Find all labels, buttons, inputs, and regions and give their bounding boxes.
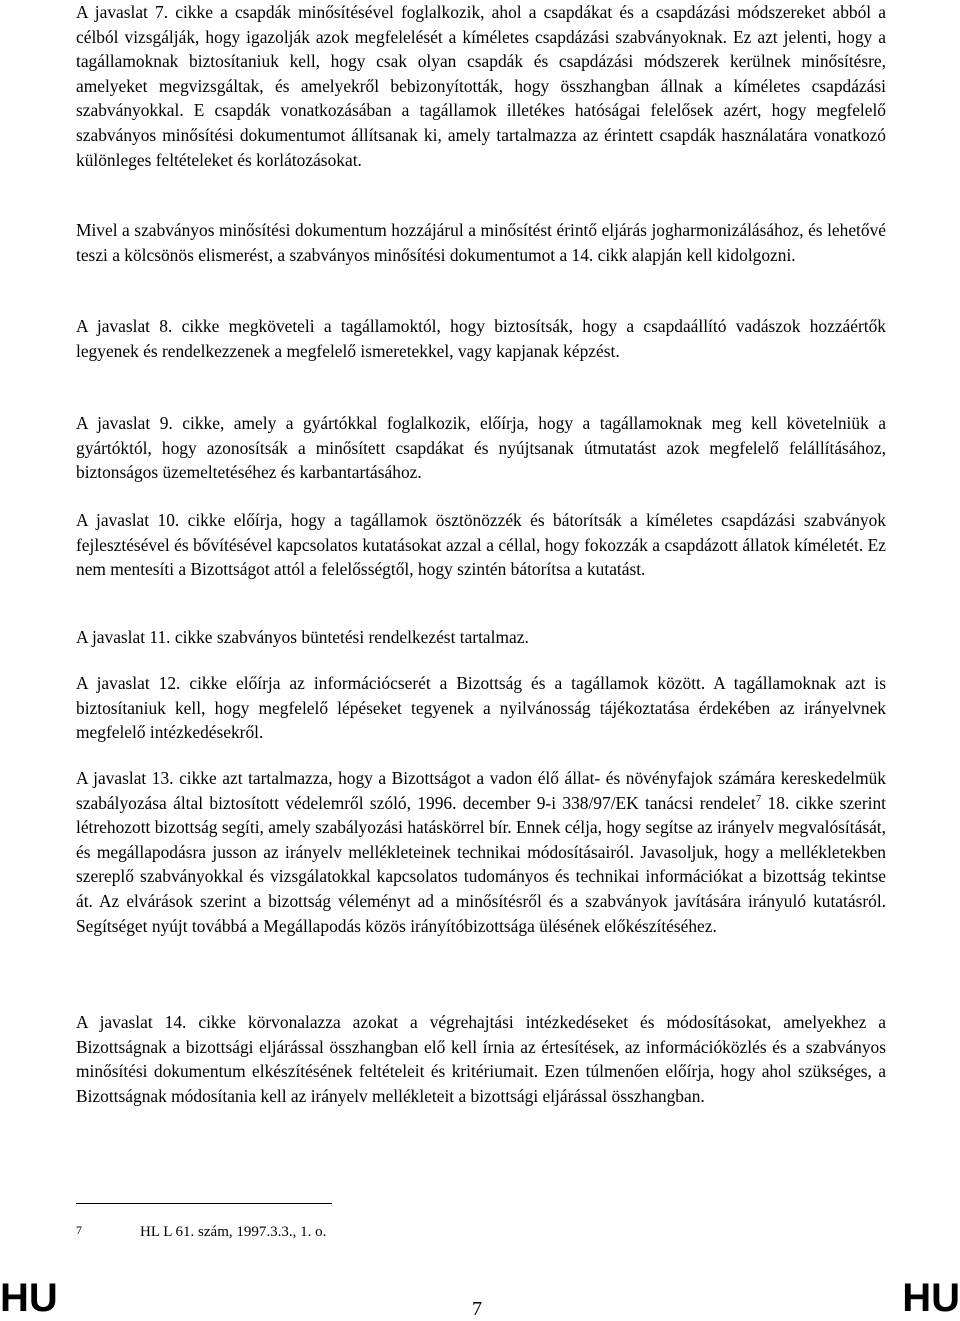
paragraph-article-11: A javaslat 11. cikke szabványos büntetési rendelkezést tartalmaz.	[76, 627, 529, 647]
paragraph-article-13-text-end: 18. cikke szerint létrehozott bizottság segíti, amely szabályozási hatáskörrel bír. Ennek célja, hogy segítse az irányelv megvalósítását, és megállapodásra jusson az irányelv mellékleteinek technikai módosításairól. Javasoljuk, hogy a mellékletekben szereplő szabványokkal és vizsgálatokkal kapcsolatos tudományos és technikai információkat a bizottság tekintse át. Az elvárások szerint a bizottság véleményt ad a minősítésről és a szabványok javítására irányuló kutatásról. Segítséget nyújt továbbá a Megállapodás közös irányítóbizottsága ülésének előkészítéséhez.	[76, 792, 887, 936]
paragraph-article-9: A javaslat 9. cikke, amely a gyártókkal foglalkozik, előírja, hogy a tagállamoknak meg kell követelniük a gyártóktól, hogy azonosítsák a minősített csapdákat és nyújtsanak útmutatást azok megfelelő felállításához, biztonságos üzemeltetéséhez és karbantartásához.	[76, 413, 886, 483]
page-number: 7	[472, 1298, 482, 1320]
footer-language-code-left: HU	[0, 1276, 58, 1320]
paragraph-certification-document: Mivel a szabványos minősítési dokumentum hozzájárul a minősítést érintő eljárás jogharmonizálásához, és lehetővé teszi a kölcsönös elismerést, a szabványos minősítési dokumentumot a 14. cikk alapján kell kidolgozni.	[76, 220, 886, 265]
footnote-number: 7	[76, 1223, 82, 1237]
footnote-separator	[76, 1203, 332, 1204]
footer-language-code-right: HU	[902, 1276, 960, 1320]
paragraph-article-7: A javaslat 7. cikke a csapdák minősítésével foglalkozik, ahol a csapdákat és a csapdázási módszereket abból a célból vizsgálják, hogy igazolják azok megfelelését a kíméletes csapdázási szabványoknak. Ez azt jelenti, hogy a tagállamoknak biztosítaniuk kell, hogy csak olyan csapdák és csapdázási módszerek kerülnek minősítésre, amelyeket megvizsgáltak, és amelyekről bebizonyították, hogy összhangban állnak a kíméletes csapdázási szabványokkal. E csapdák vonatkozásában a tagállamok illetékes hatóságai felelősek azért, hogy megfelelő szabványos minősítési dokumentumot állítsanak ki, amely tartalmazza az érintett csapdák használatára vonatkozó különleges feltételeket és korlátozásokat.	[76, 2, 886, 170]
paragraph-article-10: A javaslat 10. cikke előírja, hogy a tagállamok ösztönözzék és bátorítsák a kíméletes csapdázási szabványok fejlesztésével és bővítésével kapcsolatos kutatásokat azzal a céllal, hogy fokozzák a csapdázott állatok kíméletét. Ez nem mentesíti a Bizottságot attól a felelősségtől, hogy szintén bátorítsa a kutatást.	[76, 510, 886, 580]
paragraph-article-13	[76, 766, 886, 938]
footnote-text: HL L 61. szám, 1997.3.3., 1. o.	[140, 1224, 327, 1240]
footnote-reference[interactable]: 7	[755, 792, 762, 805]
paragraph-article-12: A javaslat 12. cikke előírja az információcserét a Bizottság és a tagállamok között. A tagállamoknak azt is biztosítaniuk kell, hogy megfelelő lépéseket tegyenek a nyilvánosság tájékoztatása érdekében az irányelvnek megfelelő intézkedésekről.	[76, 673, 886, 743]
paragraph-article-8: A javaslat 8. cikke megköveteli a tagállamoktól, hogy biztosítsák, hogy a csapdaállító vadászok hozzáértők legyenek és rendelkezzenek a megfelelő ismeretekkel, vagy kapjanak képzést.	[76, 316, 886, 361]
paragraph-article-14: A javaslat 14. cikke körvonalazza azokat a végrehajtási intézkedéseket és módosításokat, amelyekhez a Bizottságnak a bizottsági eljárással összhangban elő kell írnia az értesítések, az információközlés és a szabványos minősítési dokumentum elkészítésének feltételeit és kritériumait. Ezen túlmenően előírja, hogy ahol szükséges, a Bizottságnak módosítania kell az irányelv mellékleteit a bizottsági eljárással összhangban.	[76, 1012, 886, 1106]
paragraph-article-13-text-start: A javaslat 13. cikke azt tartalmazza, hogy a Bizottságot a vadon élő állat- és növényfajok számára kereskedelmük szabályozása által biztosított védelemről szóló, 1996. december 9-i 338/97/EK tanácsi rendelet	[76, 768, 886, 813]
